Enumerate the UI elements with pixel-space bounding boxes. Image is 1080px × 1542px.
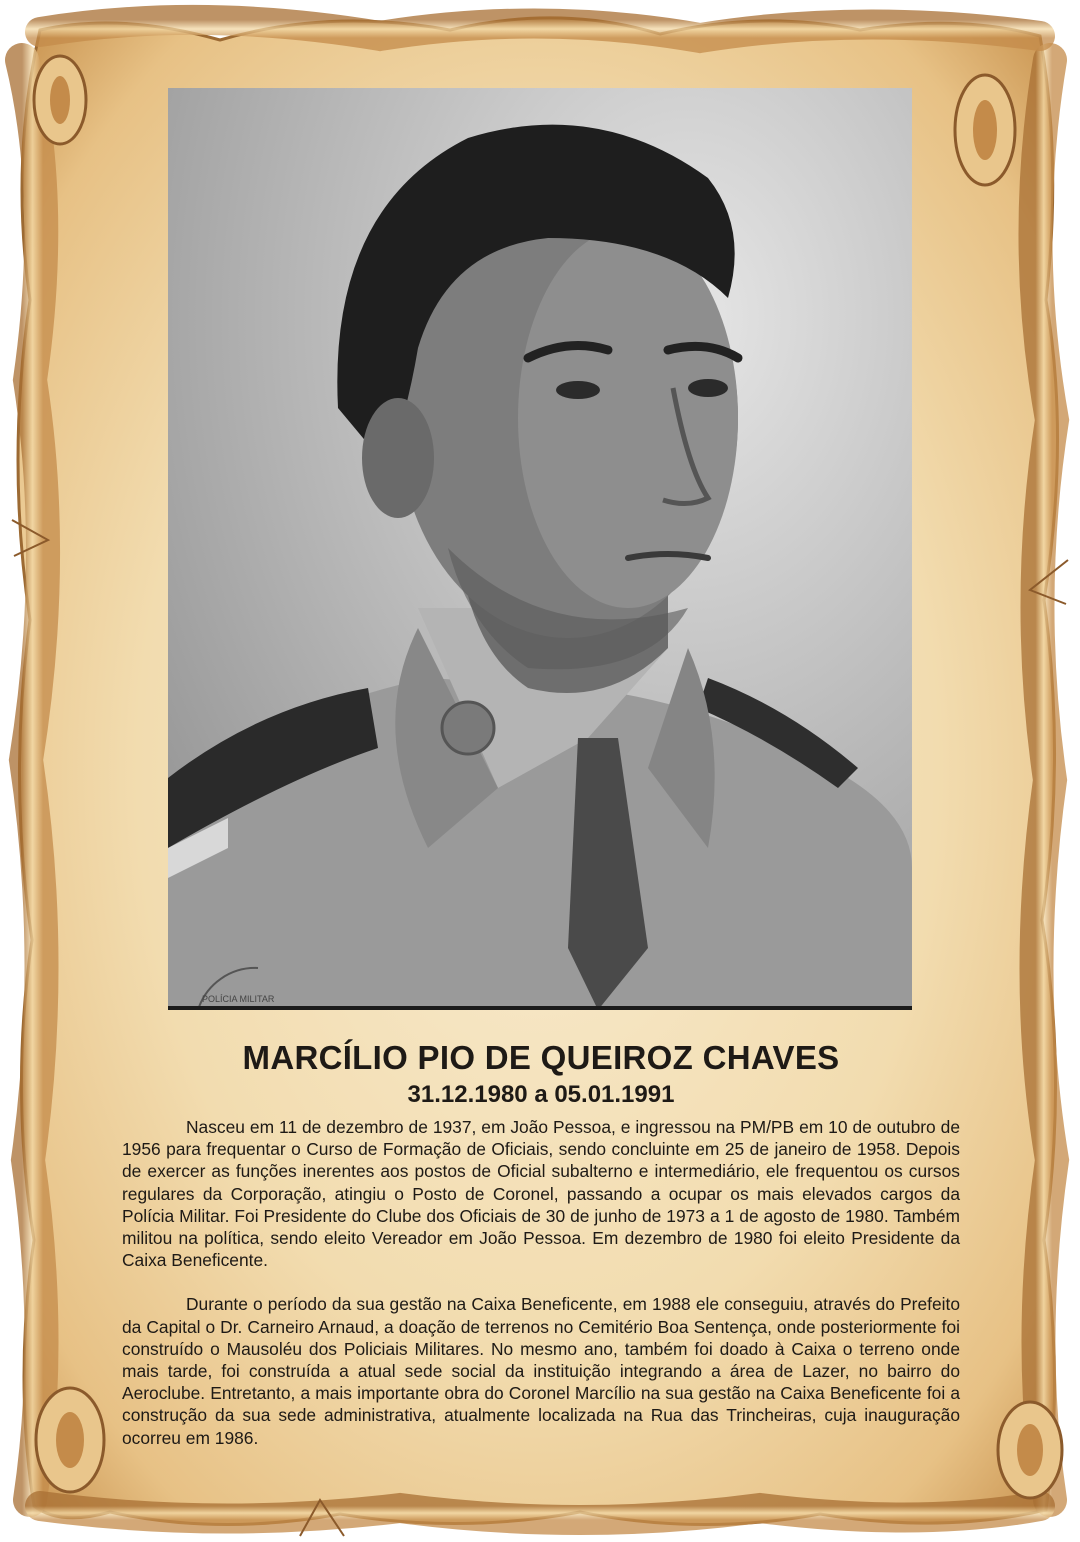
face-highlight: [518, 228, 738, 608]
biography-paragraph-1: Nasceu em 11 de dezembro de 1937, em João Pessoa, e ingressou na PM/PB em 10 de outubro de 1956 para frequentar o Curso de Formação de Oficiais, sendo concluinte em 25 de janeiro de 1958. Depois de exercer as funções inerentes aos postos de Oficial subalterno e intermediário, ele frequentou os cursos regulares da Corporação, atingiu o Posto de Coronel, passando a ocupar os mais elevados cargos da Polícia Militar. Foi Presidente do Clube dos Oficiais de 30 de junho de 1973 a 1 de agosto de 1980. Também militou na política, sendo eleito Vereador em João Pessoa. Em dezembro de 1980 foi eleito Presidente da Caixa Beneficente.: [122, 1117, 960, 1271]
left-curl: [22, 60, 43, 1500]
left-eye: [556, 381, 600, 399]
top-right-roll-inner: [973, 100, 997, 160]
right-curl: [1035, 60, 1052, 1500]
stamp-text: POLÍCIA MILITAR: [202, 994, 275, 1004]
term-dates: 31.12.1980 a 05.01.1991: [407, 1081, 675, 1108]
biography-paragraph-2: Durante o período da sua gestão na Caixa Beneficente, em 1988 ele conseguiu, através do Prefeito da Capital o Dr. Carneiro Arnaud, a doação de terrenos no Cemitério Boa Sentença, onde posteriormente foi construído o Mausoléu dos Policiais Militares. No mesmo ano, também foi doado à Caixa o terreno onde mais tarde, foi construída a atual sede social da instituição integrando a área de Lazer, no bairro do Aeroclube. Entretanto, a mais importante obra do Coronel Marcílio na sua gestão na Caixa Beneficente foi a construção da sua sede administrativa, atualmente localizada na Rua das Trincheiras, cuja inauguração ocorreu em 1986.: [122, 1294, 960, 1448]
portrait-photo: [168, 88, 912, 1010]
bottom-right-roll-inner: [1017, 1424, 1043, 1476]
portrait-illustration: [168, 88, 912, 1010]
person-name: MARCÍLIO PIO DE QUEIROZ CHAVES: [242, 1039, 840, 1076]
right-eye: [688, 379, 728, 397]
ear: [362, 398, 434, 518]
collar-insignia: [442, 702, 494, 754]
bottom-curl: [40, 1506, 1040, 1520]
biography-section: [122, 1036, 960, 1449]
bottom-left-roll-inner: [56, 1412, 84, 1468]
top-left-roll-inner: [50, 76, 70, 124]
